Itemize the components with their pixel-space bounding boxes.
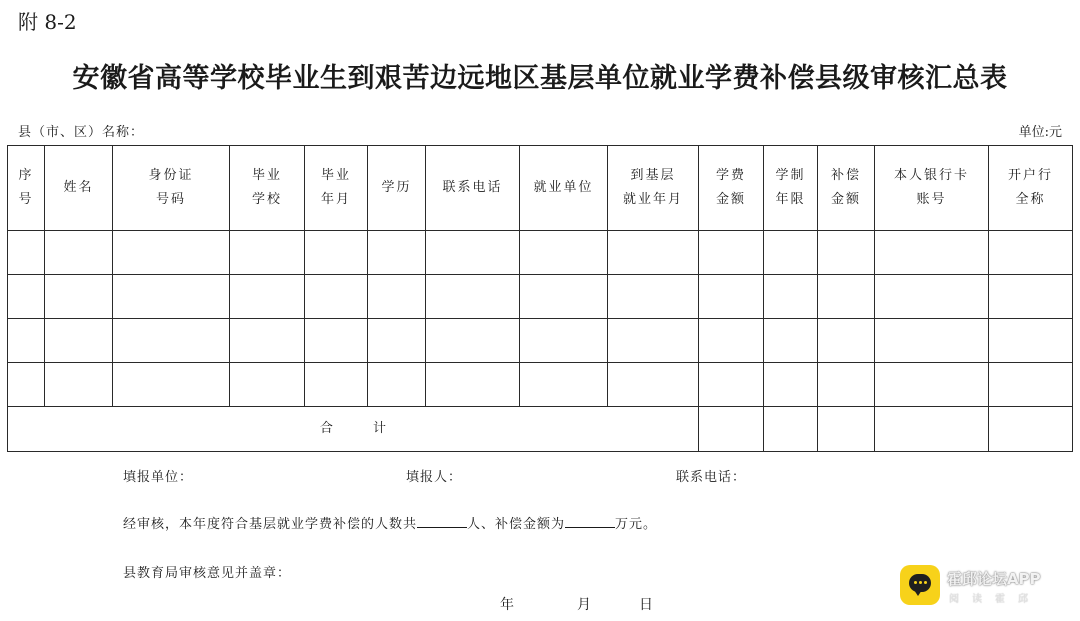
table-row (8, 319, 1073, 363)
reporter-label: 填报人： (406, 470, 463, 485)
chat-bubble-icon (900, 565, 940, 605)
watermark (900, 565, 1070, 609)
table-row (8, 275, 1073, 319)
header-cell: 学历 (368, 146, 426, 231)
bureau-opinion-label: 县教育局审核意见并盖章： (123, 566, 292, 581)
reporting-unit-label: 填报单位： (123, 470, 194, 485)
header-cell: 身份证 号码 (113, 146, 230, 231)
header-cell: 补偿 金额 (818, 146, 875, 231)
amount-blank[interactable] (565, 513, 615, 528)
unit-label: 单位:元 (1018, 125, 1062, 140)
date-year: 年 (500, 597, 514, 613)
page-title: 安徽省高等学校毕业生到艰苦边远地区基层单位就业学费补偿县级审核汇总表 (72, 63, 1008, 94)
total-label-cell (8, 407, 699, 452)
review-suffix: 万元。 (615, 517, 658, 532)
header-cell: 毕业 年月 (305, 146, 368, 231)
attachment-label: 附 8-2 (18, 10, 77, 34)
watermark-subtext: 阅读霍邱 (949, 594, 1041, 605)
date-day: 日 (639, 597, 653, 613)
table-row (8, 231, 1073, 275)
table-header-row (8, 146, 1073, 231)
header-cell: 学制 年限 (764, 146, 818, 231)
date-month: 月 (577, 597, 591, 613)
total-row (8, 407, 1073, 452)
county-name-label: 县（市、区）名称： (18, 125, 145, 140)
total-label: 合 计 (319, 421, 405, 436)
header-cell: 联系电话 (426, 146, 520, 231)
review-middle: 人、补偿金额为 (467, 517, 566, 532)
table-row (8, 363, 1073, 407)
header-cell: 毕业 学校 (230, 146, 305, 231)
headcount-blank[interactable] (417, 513, 467, 528)
header-cell: 到基层 就业年月 (608, 146, 699, 231)
review-prefix: 经审核，本年度符合基层就业学费补偿的人数共 (123, 517, 418, 532)
watermark-text: 霍邱论坛APP (947, 570, 1041, 588)
header-cell: 本人银行卡 账号 (875, 146, 989, 231)
summary-table (7, 145, 1073, 452)
header-cell: 开户行 全称 (989, 146, 1073, 231)
header-cell: 就业单位 (520, 146, 608, 231)
header-cell: 学费 金额 (699, 146, 764, 231)
review-statement (123, 513, 657, 532)
header-cell: 序 号 (8, 146, 45, 231)
phone-label: 联系电话： (676, 470, 747, 485)
header-cell: 姓名 (45, 146, 113, 231)
